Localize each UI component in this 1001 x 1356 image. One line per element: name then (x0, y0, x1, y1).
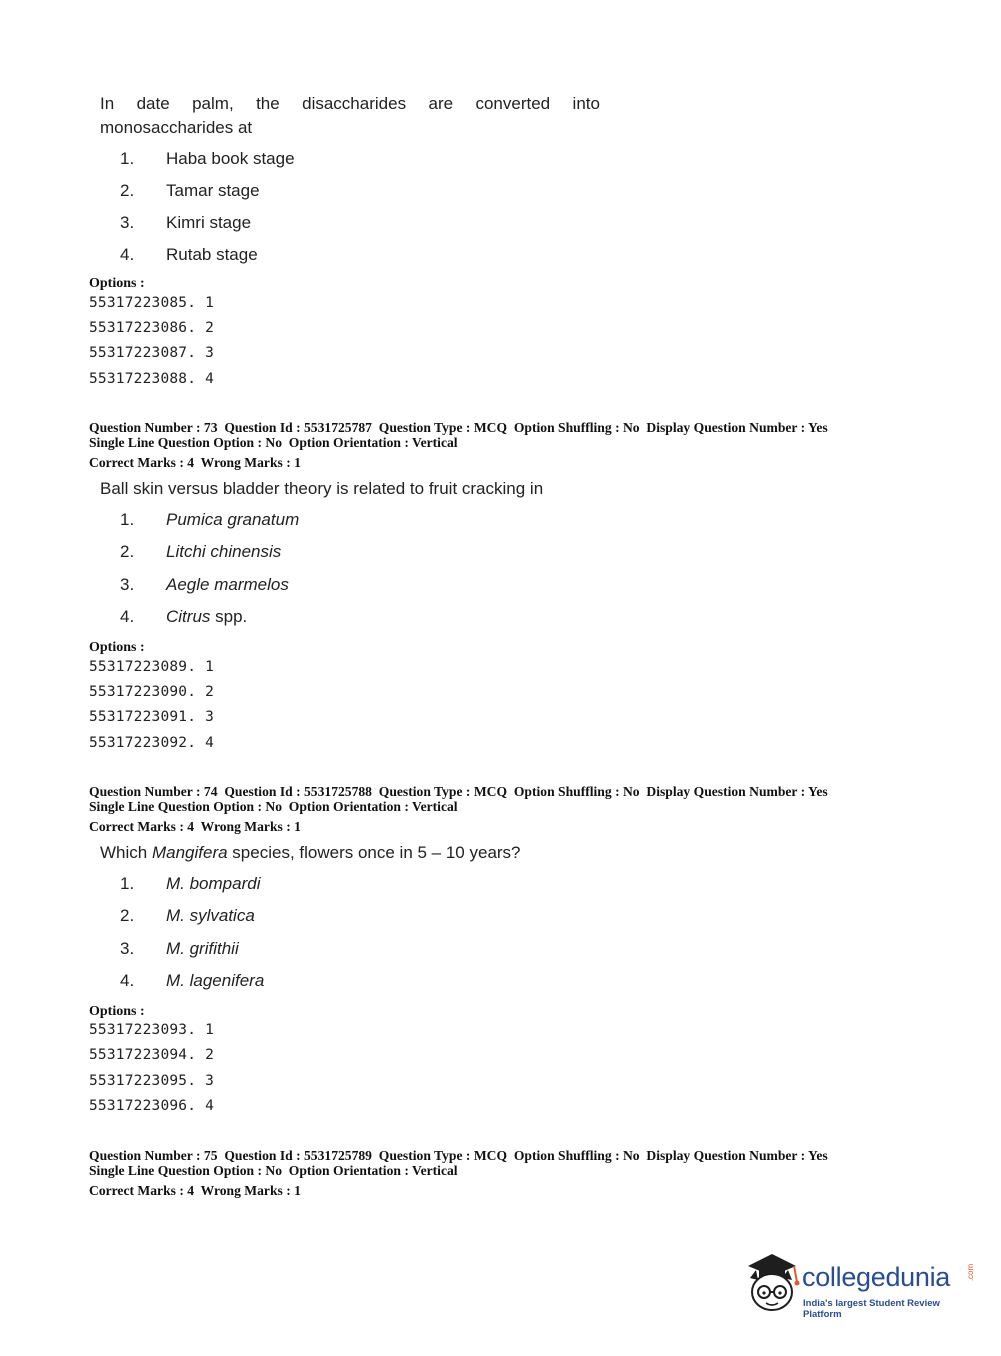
q73-options-label: Options : (89, 640, 145, 655)
choice-text: M. lagenifera (166, 971, 265, 990)
choice-number: 4. (120, 971, 135, 990)
question-73-text: Ball skin versus bladder theory is related to fruit cracking in (100, 479, 544, 498)
q72-word: the (256, 94, 280, 113)
choice-number: 1. (120, 874, 135, 893)
q73-choice-2 (120, 541, 281, 563)
choice-number: 3. (120, 213, 135, 232)
q75-meta-line-2: Single Line Question Option : No Option Orientation : Vertical (89, 1163, 458, 1178)
choice-text: Haba book stage (166, 149, 295, 168)
q74-options-label: Options : (89, 1004, 145, 1019)
q72-word: into (572, 94, 600, 113)
q73-option-id-3: 55317223091. 3 (89, 709, 215, 725)
question-74-text (100, 841, 521, 865)
question-72-line-2: monosaccharides at (100, 118, 253, 137)
q73-choice-3 (120, 574, 289, 596)
q72-word: are (428, 94, 454, 113)
choice-number: 3. (120, 575, 135, 594)
choice-number: 2. (120, 181, 135, 200)
q72-option-id-4: 55317223088. 4 (89, 371, 215, 387)
logo-com: .com (966, 1263, 976, 1282)
choice-number: 1. (120, 510, 135, 529)
choice-text: M. bompardi (166, 874, 261, 893)
q74-choice-1 (120, 873, 260, 895)
choice-text-italic: Citrus (166, 607, 211, 626)
choice-number: 4. (120, 245, 135, 264)
q74-choice-4 (120, 970, 264, 992)
q74-option-id-3: 55317223095. 3 (89, 1073, 215, 1089)
q72-choice-3 (120, 212, 251, 234)
choice-number: 2. (120, 906, 135, 925)
q72-options-label: Options : (89, 276, 145, 291)
q74-text-post: species, flowers once in 5 – 10 years? (227, 843, 521, 862)
q73-option-id-4: 55317223092. 4 (89, 735, 215, 751)
q74-meta-line-3: Correct Marks : 4 Wrong Marks : 1 (89, 819, 301, 834)
choice-text-rest: spp. (210, 607, 248, 626)
choice-number: 2. (120, 542, 135, 561)
q75-meta-line-3: Correct Marks : 4 Wrong Marks : 1 (89, 1183, 301, 1198)
q74-option-id-2: 55317223094. 2 (89, 1047, 215, 1063)
q72-choice-2 (120, 180, 260, 202)
q74-meta-line-2: Single Line Question Option : No Option Orientation : Vertical (89, 799, 458, 814)
q73-option-id-1: 55317223089. 1 (89, 659, 215, 675)
q74-text-pre: Which (100, 843, 152, 862)
choice-number: 3. (120, 939, 135, 958)
q73-choice-4 (120, 606, 247, 628)
q73-meta-line-2: Single Line Question Option : No Option Orientation : Vertical (89, 435, 458, 450)
q75-meta-line-1: Question Number : 75 Question Id : 5531725789 Question Type : MCQ Option Shuffling : No Display Question Number : Yes (89, 1148, 828, 1163)
choice-text: M. grifithii (166, 939, 239, 958)
q72-word: In (100, 94, 115, 113)
choice-text: Litchi chinensis (166, 542, 282, 561)
q72-word: date (136, 94, 170, 113)
q72-word: palm, (192, 94, 234, 113)
q72-word: converted (475, 94, 551, 113)
q72-option-id-2: 55317223086. 2 (89, 320, 215, 336)
choice-text: Rutab stage (166, 245, 258, 264)
q74-choice-2 (120, 905, 255, 927)
q73-option-id-2: 55317223090. 2 (89, 684, 215, 700)
q72-option-id-1: 55317223085. 1 (89, 295, 215, 311)
q74-option-id-4: 55317223096. 4 (89, 1098, 215, 1114)
choice-text: Aegle marmelos (166, 575, 289, 594)
mascot-icon (742, 1248, 802, 1316)
question-72-line-1 (100, 92, 600, 116)
choice-text: M. sylvatica (166, 906, 255, 925)
q74-option-id-1: 55317223093. 1 (89, 1022, 215, 1038)
question-72-text (100, 92, 600, 140)
q73-choice-1 (120, 509, 299, 531)
q72-choice-1 (120, 148, 295, 170)
q73-meta-line-3: Correct Marks : 4 Wrong Marks : 1 (89, 455, 301, 470)
q72-option-id-3: 55317223087. 3 (89, 345, 215, 361)
q74-text-italic: Mangifera (151, 843, 228, 862)
choice-number: 1. (120, 149, 135, 168)
logo-wordmark: collegedunia (802, 1262, 951, 1292)
logo-tagline: India's largest Student Review Platform (803, 1298, 940, 1320)
collegedunia-logo (742, 1248, 976, 1320)
q72-word: disaccharides (302, 94, 407, 113)
choice-number: 4. (120, 607, 135, 626)
q73-meta-line-1: Question Number : 73 Question Id : 5531725787 Question Type : MCQ Option Shuffling : No Display Question Number : Yes (89, 420, 828, 435)
q74-choice-3 (120, 938, 239, 960)
q74-meta-line-1: Question Number : 74 Question Id : 5531725788 Question Type : MCQ Option Shuffling : No Display Question Number : Yes (89, 784, 828, 799)
choice-text: Tamar stage (166, 181, 260, 200)
choice-text: Pumica granatum (166, 510, 300, 529)
q72-choice-4 (120, 244, 258, 266)
choice-text: Kimri stage (166, 213, 252, 232)
